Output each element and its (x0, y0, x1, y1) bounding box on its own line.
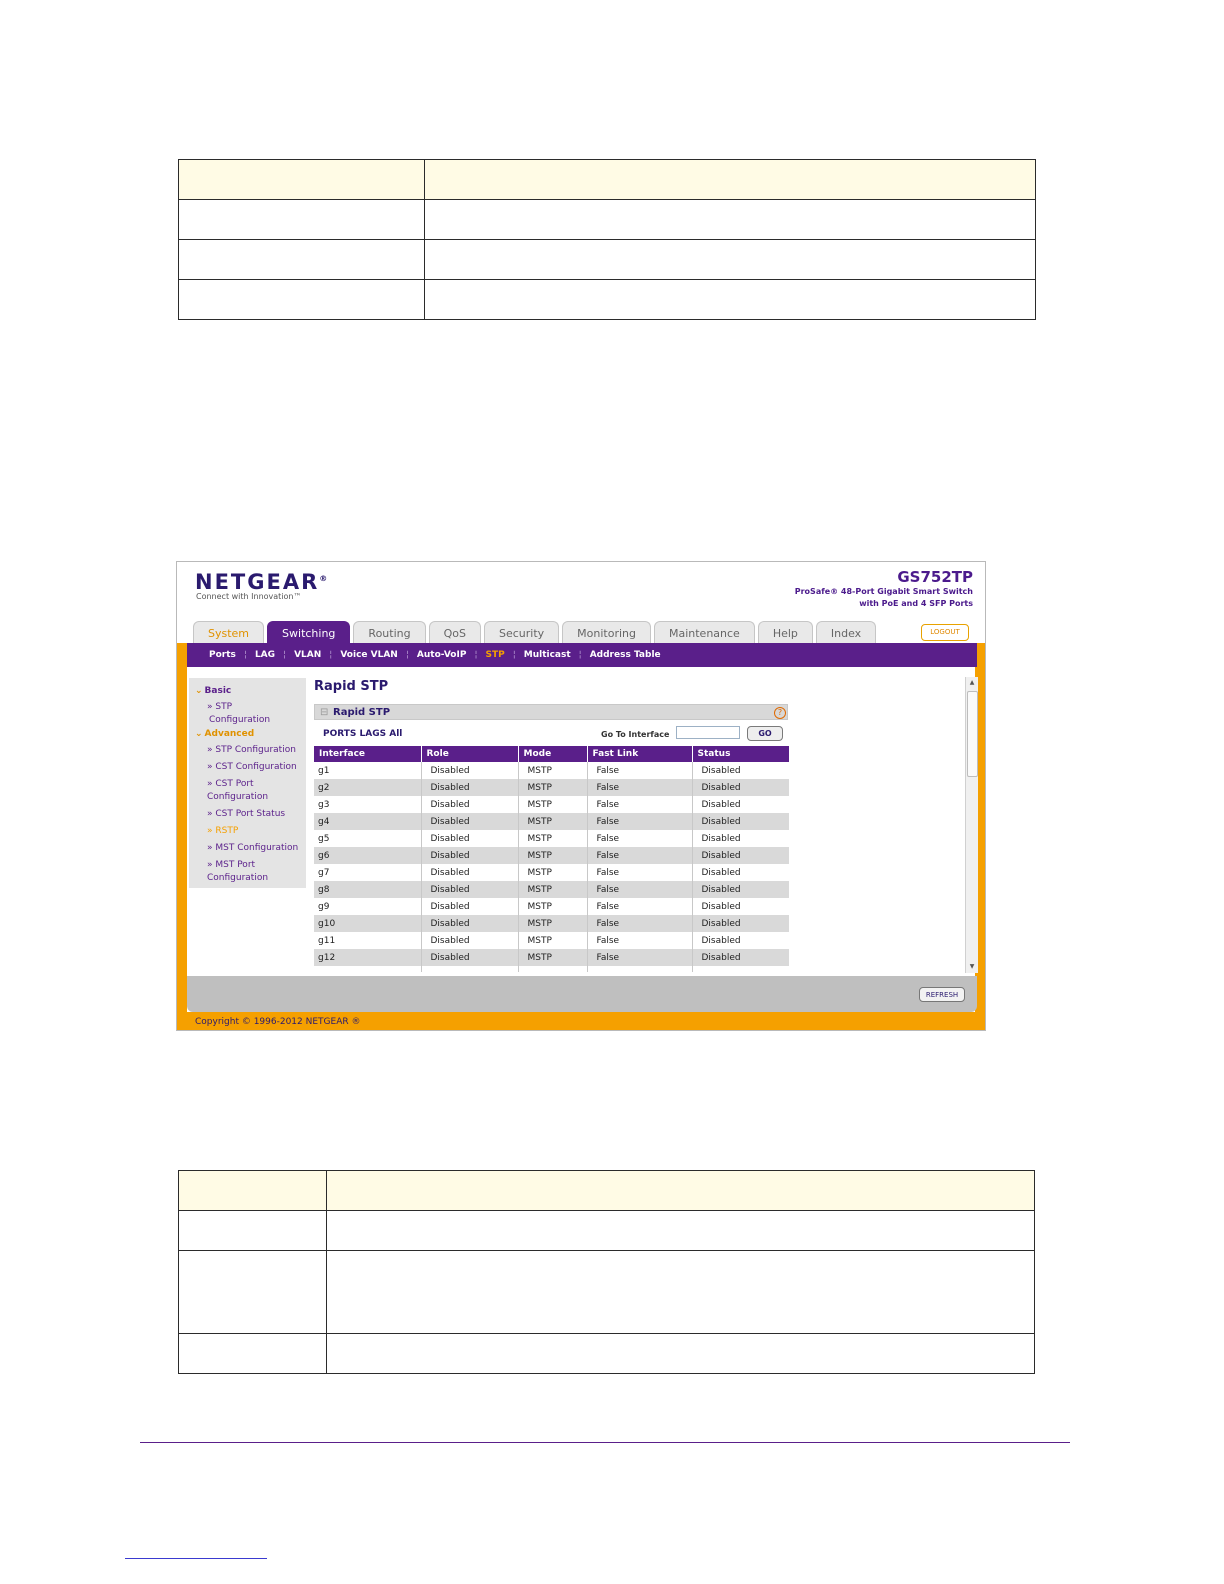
menu-item-cst-configuration[interactable]: » CST Configuration (207, 762, 297, 772)
goto-interface-input[interactable] (676, 726, 740, 739)
table-cell: False (587, 813, 692, 830)
collapse-icon[interactable]: ⊟ (320, 707, 329, 718)
table-cell: g7 (314, 864, 421, 881)
table-row[interactable] (314, 830, 789, 847)
table-cell (518, 966, 587, 972)
table-cell (179, 160, 425, 200)
subnav-voice-vlan[interactable]: Voice VLAN (340, 650, 398, 660)
table-cell: False (587, 898, 692, 915)
table-cell: Disabled (692, 915, 789, 932)
table-cell: MSTP (518, 830, 587, 847)
table-row[interactable] (314, 881, 789, 898)
col-role[interactable]: Role (421, 746, 518, 762)
table-cell: Disabled (692, 830, 789, 847)
left-menu (189, 678, 306, 888)
panel-header: ⊟ Rapid STP (314, 704, 788, 720)
table-cell: g9 (314, 898, 421, 915)
tab-index[interactable]: Index (816, 621, 876, 643)
table-cell: Disabled (692, 881, 789, 898)
table-cell: g10 (314, 915, 421, 932)
table-cell (179, 1211, 327, 1251)
page-title: Rapid STP (314, 679, 389, 694)
table-cell: False (587, 779, 692, 796)
table-cell (314, 966, 421, 972)
table-cell: MSTP (518, 949, 587, 966)
tab-security[interactable]: Security (484, 621, 559, 643)
table-cell (327, 1171, 1035, 1211)
table-cell (179, 1334, 327, 1374)
vertical-scrollbar[interactable] (965, 677, 978, 973)
table-row[interactable] (314, 949, 789, 966)
tab-routing[interactable]: Routing (353, 621, 425, 643)
netgear-logo: NETGEAR® (195, 570, 328, 594)
table-cell: Disabled (692, 864, 789, 881)
subnav-stp[interactable]: STP (485, 650, 505, 660)
table-cell: False (587, 796, 692, 813)
table-cell: Disabled (692, 847, 789, 864)
table-row[interactable] (314, 864, 789, 881)
table-cell (327, 1334, 1035, 1374)
table-cell: g6 (314, 847, 421, 864)
table-cell: Disabled (421, 813, 518, 830)
table-cell: g4 (314, 813, 421, 830)
table-row[interactable] (314, 847, 789, 864)
model-description: ProSafe® 48-Port Gigabit Smart Switch with PoE and 4 SFP Ports (794, 587, 973, 608)
table-cell: MSTP (518, 915, 587, 932)
table-cell: g2 (314, 779, 421, 796)
table-cell: Disabled (692, 898, 789, 915)
table-row[interactable] (314, 779, 789, 796)
table-cell (587, 966, 692, 972)
col-status[interactable]: Status (692, 746, 789, 762)
table-row[interactable] (314, 915, 789, 932)
copyright: Copyright © 1996-2012 NETGEAR ® (195, 1017, 361, 1027)
table-cell: MSTP (518, 898, 587, 915)
subnav-vlan[interactable]: VLAN (294, 650, 322, 660)
tab-switching[interactable]: Switching (267, 621, 350, 643)
table-cell: False (587, 881, 692, 898)
table-cell: Disabled (421, 830, 518, 847)
menu-section-advanced[interactable]: ⌄ Advanced (195, 729, 255, 739)
go-button[interactable]: GO (747, 726, 783, 741)
table-cell: MSTP (518, 813, 587, 830)
table-row[interactable] (314, 762, 789, 779)
table-cell: Disabled (692, 796, 789, 813)
table-cell: False (587, 949, 692, 966)
table-cell: Disabled (692, 932, 789, 949)
table-cell: Disabled (692, 762, 789, 779)
table-cell: MSTP (518, 864, 587, 881)
col-mode[interactable]: Mode (518, 746, 587, 762)
chevron-down-icon: ⌄ (195, 686, 203, 696)
filter-links[interactable]: PORTS LAGS All (323, 729, 403, 739)
table-cell: MSTP (518, 796, 587, 813)
table-cell: MSTP (518, 881, 587, 898)
menu-item-mst-port-configuration[interactable]: » MST Port Configuration (207, 860, 269, 883)
table-cell: g1 (314, 762, 421, 779)
table-cell: MSTP (518, 779, 587, 796)
footer-link-underline (125, 1558, 267, 1559)
table-cell (327, 1211, 1035, 1251)
table-cell: Disabled (421, 847, 518, 864)
scroll-thumb[interactable] (967, 691, 978, 777)
table-cell (421, 966, 518, 972)
table-cell (425, 240, 1036, 280)
menu-item-stp-configuration[interactable]: » STP Configuration (207, 702, 271, 725)
table-cell (425, 200, 1036, 240)
table-cell: Disabled (421, 881, 518, 898)
table-cell (179, 240, 425, 280)
table-cell (179, 200, 425, 240)
table-cell: False (587, 762, 692, 779)
table-row[interactable] (314, 932, 789, 949)
table-cell (692, 966, 789, 972)
model-name: GS752TP (897, 568, 973, 586)
table-cell: Disabled (421, 949, 518, 966)
table-cell: Disabled (421, 779, 518, 796)
tab-maintenance[interactable]: Maintenance (654, 621, 755, 643)
menu-item-cst-port-status[interactable]: » CST Port Status (207, 809, 286, 819)
rapid-stp-screenshot (176, 561, 986, 1031)
rstp-table-wrap (314, 746, 789, 972)
table-cell: Disabled (421, 762, 518, 779)
col-fast-link[interactable]: Fast Link (587, 746, 692, 762)
subnav-lag[interactable]: LAG (254, 650, 276, 660)
main-tabs (193, 621, 876, 643)
table-cell: g3 (314, 796, 421, 813)
refresh-button[interactable]: REFRESH (919, 987, 965, 1002)
tab-system[interactable]: System (193, 621, 264, 643)
tab-qos[interactable]: QoS (429, 621, 481, 643)
table-cell: Disabled (421, 864, 518, 881)
col-interface[interactable]: Interface (314, 746, 421, 762)
tagline: Connect with Innovation™ (196, 592, 302, 601)
menu-item-mst-configuration[interactable]: » MST Configuration (207, 843, 299, 853)
scroll-up-icon[interactable]: ▲ (969, 679, 975, 686)
table-cell: g11 (314, 932, 421, 949)
table-row (314, 966, 789, 972)
table-cell: False (587, 864, 692, 881)
table-cell: g8 (314, 881, 421, 898)
table-cell: False (587, 830, 692, 847)
table-cell: False (587, 847, 692, 864)
table-row[interactable] (314, 813, 789, 830)
table-cell: g12 (314, 949, 421, 966)
frame-left (177, 643, 187, 1031)
table-cell: Disabled (692, 949, 789, 966)
bottom-bar (187, 976, 977, 1012)
help-icon[interactable]: ? (774, 707, 786, 719)
table-cell: Disabled (421, 915, 518, 932)
bottom-table (178, 1170, 1035, 1374)
table-row[interactable] (314, 796, 789, 813)
logout-button[interactable]: LOGOUT (921, 624, 969, 641)
tab-monitoring[interactable]: Monitoring (562, 621, 651, 643)
table-cell: Disabled (421, 898, 518, 915)
table-cell: Disabled (692, 779, 789, 796)
footer-divider (140, 1442, 1070, 1443)
menu-section-basic[interactable]: ⌄ Basic (195, 686, 232, 696)
table-cell: False (587, 915, 692, 932)
top-table (178, 159, 1036, 320)
subnav-auto-voip[interactable]: Auto-VoIP (416, 650, 467, 660)
menu-item-stp-config-adv[interactable]: » STP Configuration (207, 745, 296, 755)
tab-help[interactable]: Help (758, 621, 813, 643)
table-cell (179, 280, 425, 320)
subnav-ports[interactable]: Ports (209, 650, 236, 660)
table-cell: MSTP (518, 762, 587, 779)
menu-item-rstp[interactable]: » RSTP (207, 826, 239, 836)
table-cell (179, 1171, 327, 1211)
subnav-address-table[interactable]: Address Table (589, 650, 661, 660)
table-cell: Disabled (692, 813, 789, 830)
scroll-down-icon[interactable]: ▼ (969, 963, 975, 970)
table-cell: Disabled (421, 932, 518, 949)
sub-navigation: Ports ¦ LAG ¦ VLAN ¦ Voice VLAN ¦ Auto-VoIP ¦ STP ¦ Multicast ¦ Address Table (187, 643, 977, 667)
table-cell: False (587, 932, 692, 949)
subnav-multicast[interactable]: Multicast (523, 650, 571, 660)
chevron-down-icon: ⌄ (195, 729, 203, 739)
table-cell (327, 1251, 1035, 1334)
rstp-table (314, 746, 789, 972)
table-cell: g5 (314, 830, 421, 847)
table-cell (425, 160, 1036, 200)
goto-interface-label: Go To Interface (601, 730, 670, 739)
table-cell (425, 280, 1036, 320)
table-cell: MSTP (518, 932, 587, 949)
table-cell: Disabled (421, 796, 518, 813)
table-cell: MSTP (518, 847, 587, 864)
table-header-row (314, 746, 789, 762)
table-cell (179, 1251, 327, 1334)
menu-item-cst-port-configuration[interactable]: » CST Port Configuration (207, 779, 269, 802)
table-row[interactable] (314, 898, 789, 915)
